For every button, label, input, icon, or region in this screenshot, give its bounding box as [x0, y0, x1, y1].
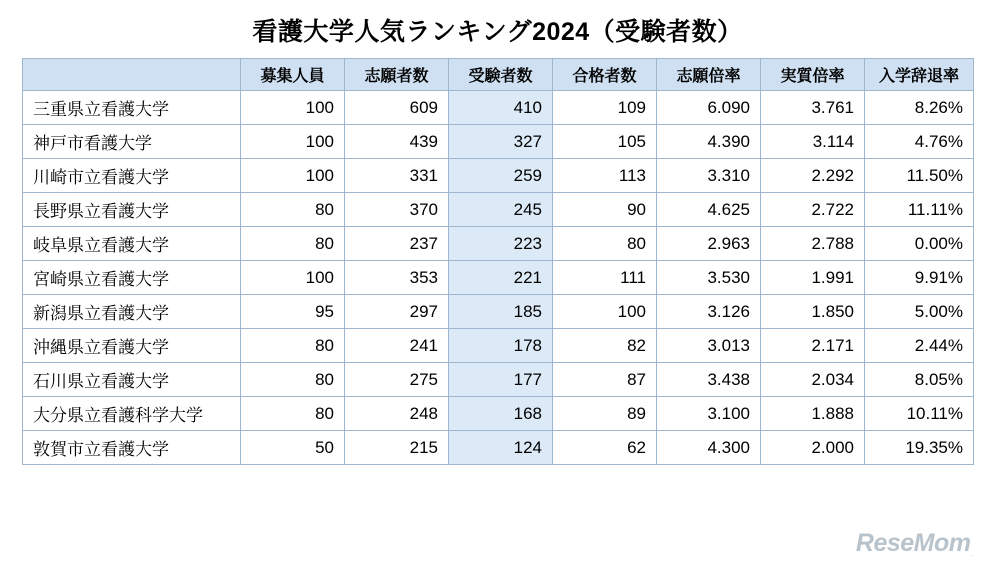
column-header-capacity: 募集人員	[241, 59, 345, 91]
ranking-table-container	[22, 58, 973, 465]
cell-value: 6.090	[657, 91, 761, 125]
cell-value: 2.788	[761, 227, 865, 261]
cell-value: 2.000	[761, 431, 865, 465]
cell-value: 0.00%	[865, 227, 974, 261]
cell-value: 177	[449, 363, 553, 397]
cell-university-name: 神戸市看護大学	[23, 125, 241, 159]
cell-university-name: 新潟県立看護大学	[23, 295, 241, 329]
cell-value: 100	[553, 295, 657, 329]
cell-university-name: 長野県立看護大学	[23, 193, 241, 227]
cell-value: 80	[241, 329, 345, 363]
cell-value: 2.722	[761, 193, 865, 227]
cell-value: 5.00%	[865, 295, 974, 329]
cell-value: 331	[345, 159, 449, 193]
cell-university-name: 大分県立看護科学大学	[23, 397, 241, 431]
cell-value: 3.310	[657, 159, 761, 193]
cell-value: 111	[553, 261, 657, 295]
cell-value: 3.126	[657, 295, 761, 329]
table-row	[23, 431, 974, 465]
cell-university-name: 岐阜県立看護大学	[23, 227, 241, 261]
table-row	[23, 91, 974, 125]
ranking-table	[22, 58, 974, 465]
table-row	[23, 261, 974, 295]
cell-value: 3.438	[657, 363, 761, 397]
cell-university-name: 三重県立看護大学	[23, 91, 241, 125]
cell-value: 297	[345, 295, 449, 329]
cell-value: 19.35%	[865, 431, 974, 465]
cell-value: 4.300	[657, 431, 761, 465]
cell-value: 80	[241, 193, 345, 227]
column-header-examinees: 受験者数	[449, 59, 553, 91]
cell-value: 353	[345, 261, 449, 295]
cell-value: 80	[241, 363, 345, 397]
cell-value: 11.11%	[865, 193, 974, 227]
cell-value: 8.26%	[865, 91, 974, 125]
cell-value: 223	[449, 227, 553, 261]
cell-value: 100	[241, 125, 345, 159]
column-header-application-ratio: 志願倍率	[657, 59, 761, 91]
cell-value: 439	[345, 125, 449, 159]
column-header-applicants: 志願者数	[345, 59, 449, 91]
cell-university-name: 敦賀市立看護大学	[23, 431, 241, 465]
cell-value: 609	[345, 91, 449, 125]
cell-value: 9.91%	[865, 261, 974, 295]
cell-value: 3.100	[657, 397, 761, 431]
table-row	[23, 193, 974, 227]
cell-value: 248	[345, 397, 449, 431]
table-row	[23, 397, 974, 431]
cell-value: 2.963	[657, 227, 761, 261]
cell-value: 109	[553, 91, 657, 125]
cell-value: 3.530	[657, 261, 761, 295]
cell-value: 2.292	[761, 159, 865, 193]
table-row	[23, 295, 974, 329]
table-row	[23, 125, 974, 159]
cell-value: 89	[553, 397, 657, 431]
cell-value: 100	[241, 261, 345, 295]
cell-value: 50	[241, 431, 345, 465]
column-header-decline-rate: 入学辞退率	[865, 59, 974, 91]
cell-value: 3.114	[761, 125, 865, 159]
cell-value: 124	[449, 431, 553, 465]
table-row	[23, 329, 974, 363]
cell-value: 113	[553, 159, 657, 193]
cell-value: 4.76%	[865, 125, 974, 159]
cell-value: 82	[553, 329, 657, 363]
cell-value: 259	[449, 159, 553, 193]
watermark-text: ReseMom	[855, 529, 971, 557]
cell-university-name: 川崎市立看護大学	[23, 159, 241, 193]
cell-value: 245	[449, 193, 553, 227]
watermark-suffix: .	[970, 548, 973, 558]
table-row	[23, 227, 974, 261]
page-title: 看護大学人気ランキング2024（受験者数）	[252, 18, 743, 46]
cell-value: 237	[345, 227, 449, 261]
cell-value: 1.991	[761, 261, 865, 295]
cell-value: 275	[345, 363, 449, 397]
cell-value: 10.11%	[865, 397, 974, 431]
cell-value: 4.390	[657, 125, 761, 159]
cell-value: 327	[449, 125, 553, 159]
cell-value: 8.05%	[865, 363, 974, 397]
cell-value: 80	[553, 227, 657, 261]
cell-value: 3.013	[657, 329, 761, 363]
cell-university-name: 石川県立看護大学	[23, 363, 241, 397]
cell-value: 185	[449, 295, 553, 329]
cell-value: 2.034	[761, 363, 865, 397]
cell-value: 221	[449, 261, 553, 295]
table-header	[23, 59, 974, 91]
table-header-row	[23, 59, 974, 91]
cell-value: 3.761	[761, 91, 865, 125]
resemom-watermark	[856, 529, 973, 558]
cell-value: 100	[241, 91, 345, 125]
cell-value: 11.50%	[865, 159, 974, 193]
cell-value: 80	[241, 227, 345, 261]
cell-value: 2.171	[761, 329, 865, 363]
cell-value: 95	[241, 295, 345, 329]
column-header-actual-ratio: 実質倍率	[761, 59, 865, 91]
cell-value: 80	[241, 397, 345, 431]
column-header-passers: 合格者数	[553, 59, 657, 91]
table-body	[23, 91, 974, 465]
column-header-university	[23, 59, 241, 91]
cell-value: 410	[449, 91, 553, 125]
table-row	[23, 159, 974, 193]
table-row	[23, 363, 974, 397]
cell-value: 1.888	[761, 397, 865, 431]
cell-value: 370	[345, 193, 449, 227]
cell-value: 105	[553, 125, 657, 159]
cell-value: 178	[449, 329, 553, 363]
cell-university-name: 沖縄県立看護大学	[23, 329, 241, 363]
cell-value: 1.850	[761, 295, 865, 329]
cell-value: 4.625	[657, 193, 761, 227]
cell-value: 241	[345, 329, 449, 363]
cell-value: 87	[553, 363, 657, 397]
cell-value: 168	[449, 397, 553, 431]
cell-university-name: 宮崎県立看護大学	[23, 261, 241, 295]
cell-value: 100	[241, 159, 345, 193]
cell-value: 215	[345, 431, 449, 465]
cell-value: 90	[553, 193, 657, 227]
cell-value: 2.44%	[865, 329, 974, 363]
cell-value: 62	[553, 431, 657, 465]
